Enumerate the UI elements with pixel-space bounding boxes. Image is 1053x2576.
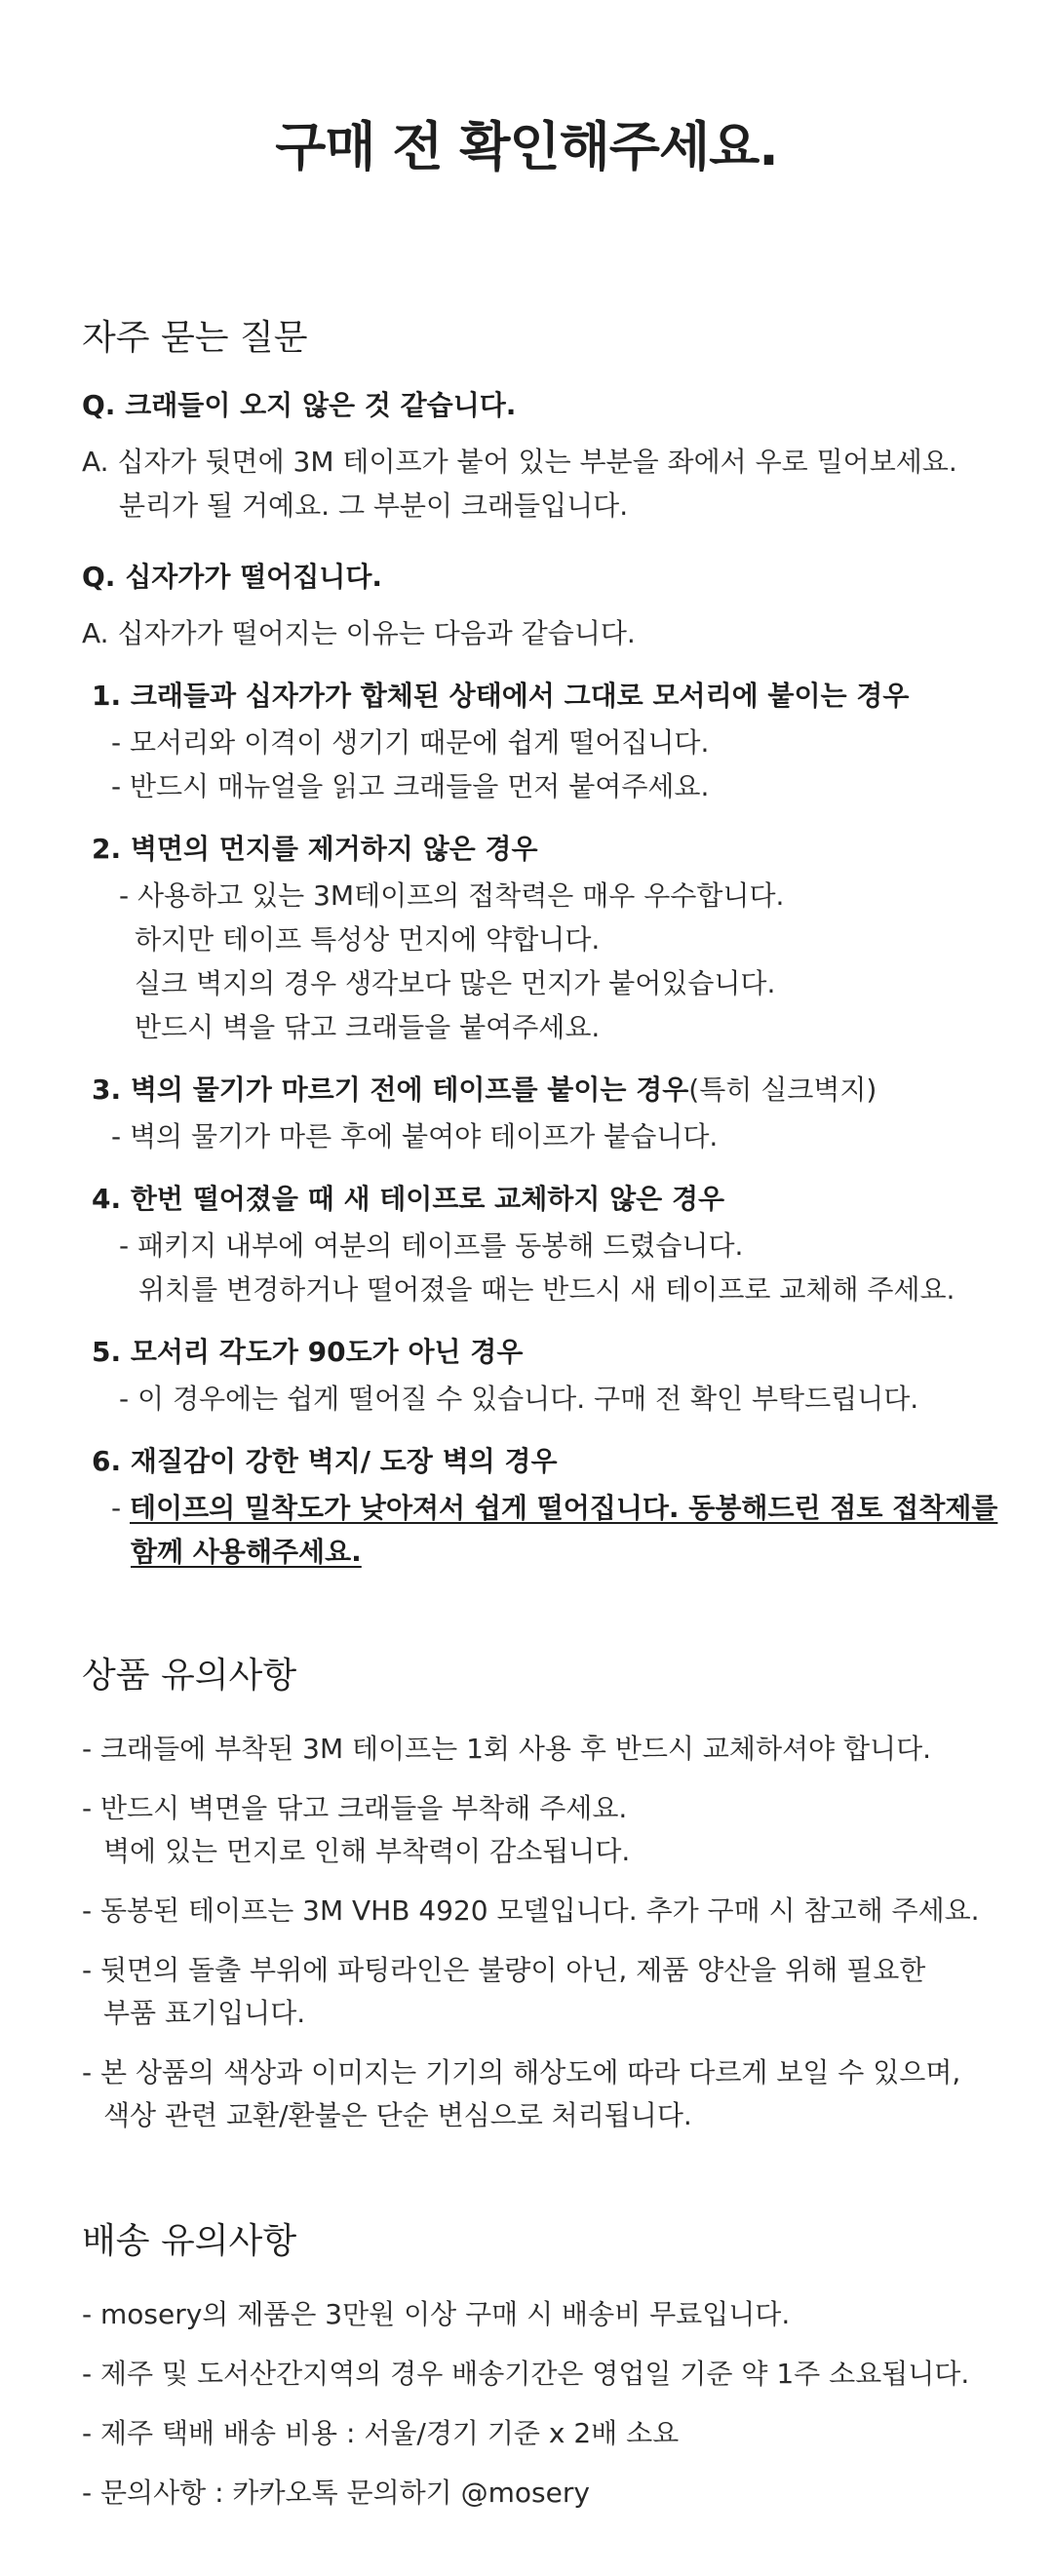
page-title: 구매 전 확인해주세요. (275, 116, 778, 177)
product-note-cont: 색상 관련 교환/환불은 단순 변심으로 처리됩니다. (103, 2099, 692, 2131)
reason-2-title: 2. 벽면의 먼지를 제거하지 않은 경우 (92, 833, 538, 865)
faq-answer-1-line-2: 분리가 될 거예요. 그 부분이 크래들입니다. (119, 489, 629, 522)
reason-1-line: - 반드시 매뉴얼을 읽고 크래들을 먼저 붙여주세요. (111, 770, 710, 802)
reason-1-title: 1. 크래들과 십자가가 합체된 상태에서 그대로 모서리에 붙이는 경우 (92, 680, 910, 712)
product-note: - 본 상품의 색상과 이미지는 기기의 해상도에 따라 다르게 보일 수 있으며, (82, 2056, 961, 2088)
product-note: - 크래들에 부착된 3M 테이프는 1회 사용 후 반드시 교체하셔야 합니다. (82, 1733, 932, 1765)
shipping-note: - 제주 택배 배송 비용 : 서울/경기 기준 x 2배 소요 (82, 2417, 680, 2449)
shipping-note: - mosery의 제품은 3만원 이상 구매 시 배송비 무료입니다. (82, 2298, 791, 2330)
reason-3-title-row (92, 1069, 877, 1108)
reason-6-line-1 (111, 1487, 997, 1526)
reason-4-line: - 패키지 내부에 여분의 테이프를 동봉해 드렸습니다. (119, 1229, 744, 1262)
product-note-cont: 벽에 있는 먼지로 인해 부착력이 감소됩니다. (103, 1835, 631, 1867)
product-note: - 뒷면의 돌출 부위에 파팅라인은 불량이 아닌, 제품 양산을 위해 필요한 (82, 1954, 926, 1986)
faq-answer-2: A. 십자가가 떨어지는 이유는 다음과 같습니다. (82, 617, 636, 649)
reason-1-line: - 모서리와 이격이 생기기 때문에 쉽게 떨어집니다. (111, 726, 710, 759)
reason-4-title: 4. 한번 떨어졌을 때 새 테이프로 교체하지 않은 경우 (92, 1183, 725, 1215)
shipping-note: - 문의사항 : 카카오톡 문의하기 @mosery (82, 2477, 590, 2509)
reason-6-title: 6. 재질감이 강한 벽지/ 도장 벽의 경우 (92, 1445, 558, 1477)
shipping-note: - 제주 및 도서산간지역의 경우 배송기간은 영업일 기준 약 1주 소요됩니다. (82, 2358, 970, 2390)
reason-4-line: 위치를 변경하거나 떨어졌을 때는 반드시 새 테이프로 교체해 주세요. (138, 1273, 956, 1306)
product-notes-heading: 상품 유의사항 (82, 1656, 297, 1696)
reason-6-emphasis-cont: 함께 사용해주세요. (131, 1536, 362, 1568)
reason-2-line: 반드시 벽을 닦고 크래들을 붙여주세요. (135, 1011, 601, 1043)
reason-6-emphasis: 테이프의 밀착도가 낮아져서 쉽게 떨어집니다. 동봉해드린 점토 접착제를 (130, 1492, 998, 1524)
product-note: - 반드시 벽면을 닦고 크래들을 부착해 주세요. (82, 1792, 628, 1824)
reason-5-title: 5. 모서리 각도가 90도가 아닌 경우 (92, 1336, 524, 1368)
reason-3-title: 3. 벽의 물기가 마르기 전에 테이프를 붙이는 경우 (92, 1073, 689, 1106)
reason-2-line: 실크 벽지의 경우 생각보다 많은 먼지가 붙어있습니다. (135, 967, 776, 999)
reason-2-line: 하지만 테이프 특성상 먼지에 약합니다. (135, 923, 601, 956)
reason-2-line: - 사용하고 있는 3M테이프의 접착력은 매우 우수합니다. (119, 879, 785, 912)
faq-question-2: Q. 십자가가 떨어집니다. (82, 561, 383, 593)
reason-3-line: - 벽의 물기가 마른 후에 붙여야 테이프가 붙습니다. (111, 1120, 719, 1152)
reason-6-dash: - (111, 1492, 131, 1524)
product-note-cont: 부품 표기입니다. (103, 1997, 306, 2029)
reason-3-title-note: (특히 실크벽지) (688, 1073, 878, 1106)
reason-5-line: - 이 경우에는 쉽게 떨어질 수 있습니다. 구매 전 확인 부탁드립니다. (119, 1383, 919, 1415)
faq-question-1: Q. 크래들이 오지 않은 것 같습니다. (82, 389, 517, 421)
product-note: - 동봉된 테이프는 3M VHB 4920 모델입니다. 추가 구매 시 참고해 주세요. (82, 1894, 980, 1927)
faq-answer-1-line-1: A. 십자가 뒷면에 3M 테이프가 붙어 있는 부분을 좌에서 우로 밀어보세요. (82, 446, 957, 478)
shipping-notes-heading: 배송 유의사항 (82, 2221, 297, 2261)
faq-heading: 자주 묻는 질문 (82, 318, 308, 358)
